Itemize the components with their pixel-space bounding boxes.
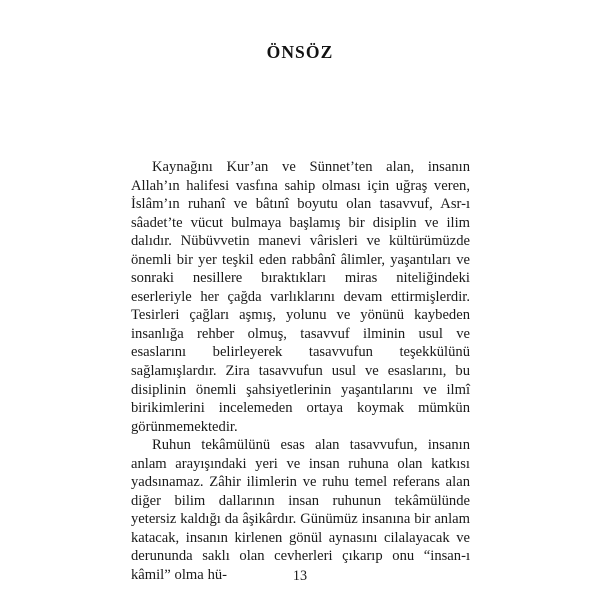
page-number: 13 <box>292 568 308 584</box>
body-text-block <box>131 158 470 585</box>
page-title: ÖNSÖZ <box>266 41 334 62</box>
body-paragraph: Ruhun tekâmülünü esas alan tasavvufun, insanın anlam arayışındaki yeri ve insan ruhuna olan katkısı yadsınamaz. Zâhir ilimlerin ve ruhu temel referans alan diğer bilim dallarının insan ruhunun tekâmülünde yetersiz kaldığı da âşikârdır. Günümüz insanına bir anlam katacak, insanın kirlenen gönül aynasını cilalayacak ve derununda saklı olan cevherleri çıkarıp onu “insan-ı kâmil” olma hü- <box>131 437 470 584</box>
body-paragraph: Kaynağını Kur’an ve Sünnet’ten alan, insanın Allah’ın halifesi vasfına sahip olması için uğraş veren, İslâm’ın ruhanî ve bâtınî boyutu olan tasavvuf, Asr-ı sâadet’te vücut bulmaya başlamış bir disiplin ve ilim dalıdır. Nübüvvetin manevi vârisleri ve kültürümüzde önemli bir yer teşkil eden rabbânî âlimler, yaşantıları ve sonraki nesillere bıraktıkları miras niteliğindeki eserleriyle her çağda varlıklarını devam ettirmişlerdir. Tesirleri çağları aşmış, yolunu ve yönünü kaybeden insanlığa rehber olmuş, tasavvuf ilminin usul ve esaslarını belirleyerek tasavvufun teşekkülünü sağlamışlardır. Zira tasavvufun usul ve esaslarını, bu disiplinin önemli şahsiyetlerinin yaşantılarını ve ilmî birikimlerini incelemeden ortaya koymak mümkün görünmemektedir. <box>131 159 470 435</box>
